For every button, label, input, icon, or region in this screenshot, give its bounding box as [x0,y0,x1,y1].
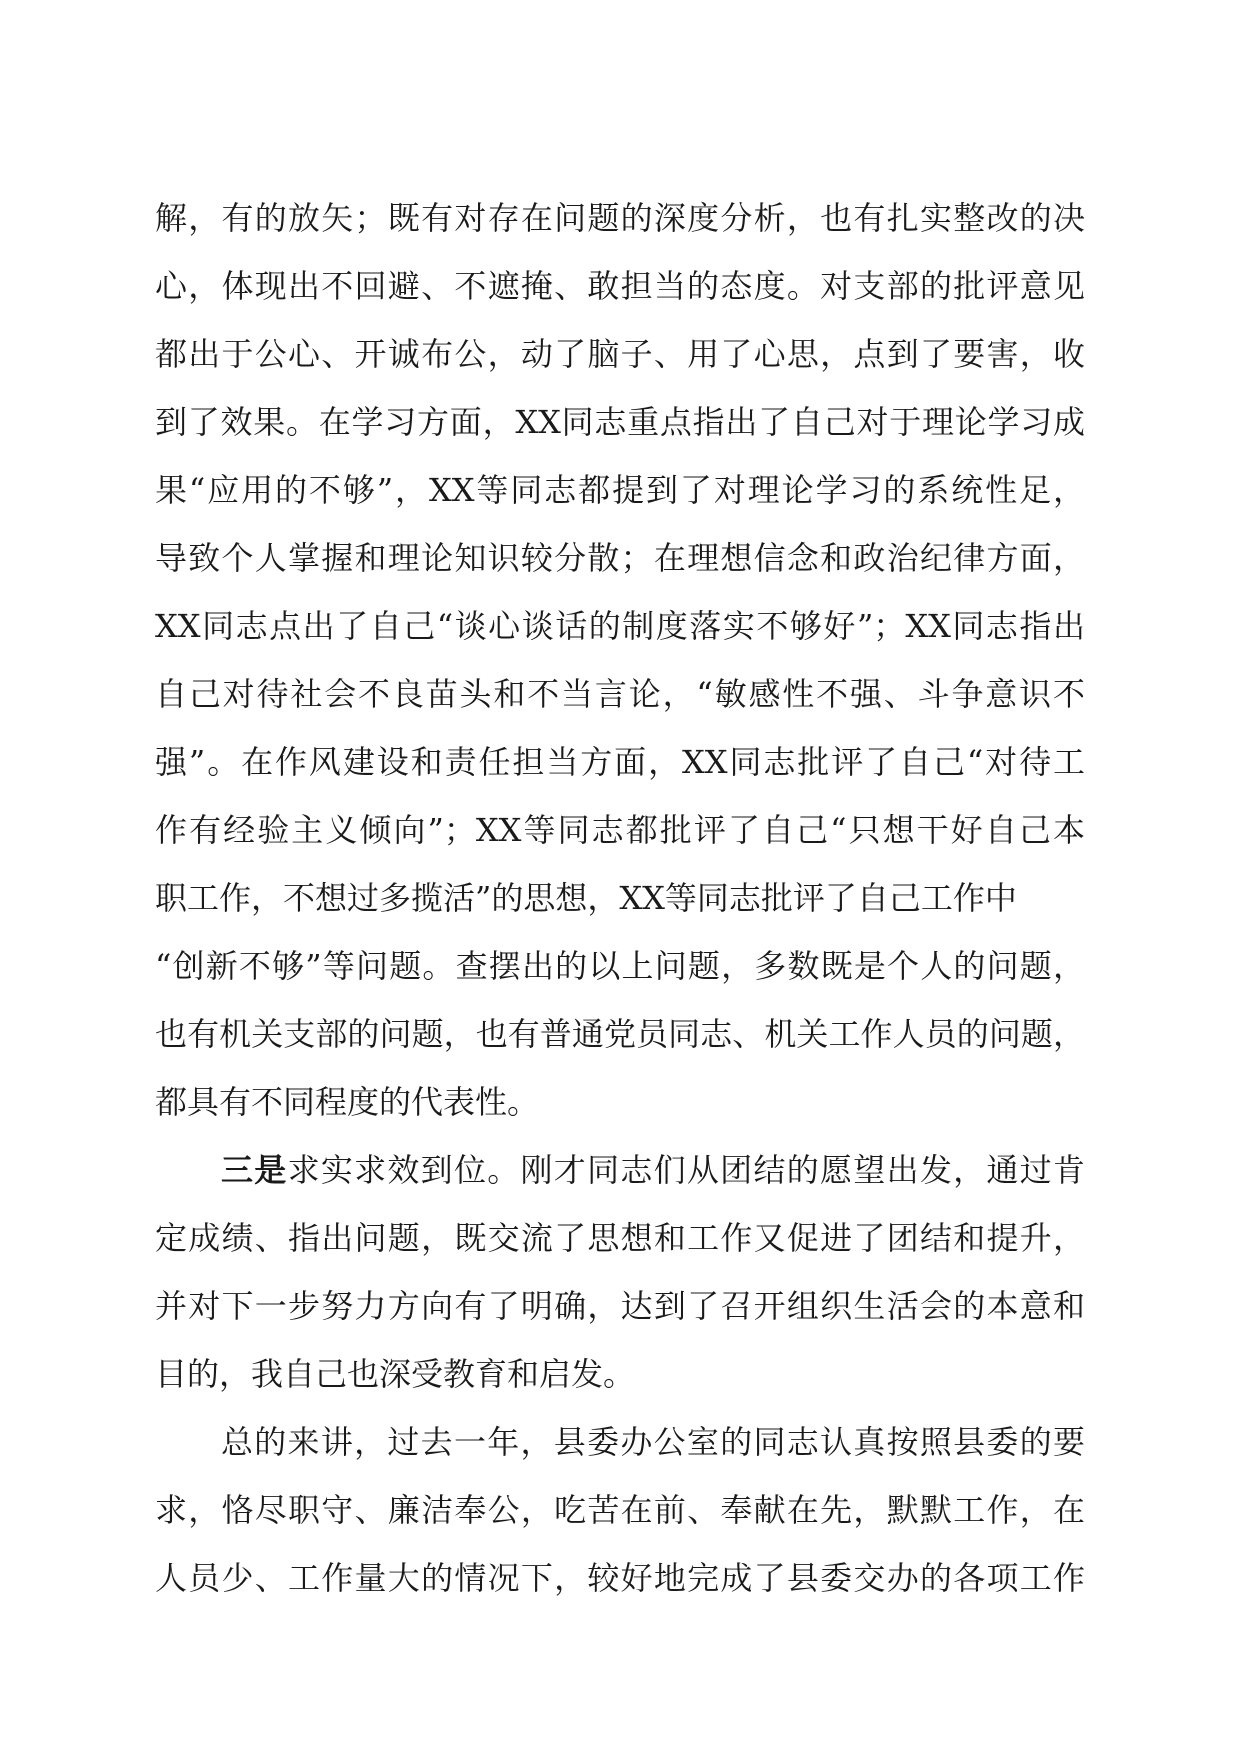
document-body [155,184,1085,1612]
point-lead-text: 求实求效到位。刚才同志们从团结的愿望出发，通过肯 [287,1151,1085,1189]
point-lead-label: 三是 [221,1151,288,1189]
text-line: “创新不够”等问题。查摆出的以上问题，多数既是个人的问题， [155,947,1085,985]
text-line: 导致个人掌握和理论知识较分散；在理想信念和政治纪律方面， [155,539,1085,577]
text-line: 也有机关支部的问题，也有普通党员同志、机关工作人员的问题， [155,1015,1085,1053]
text-line: 总的来讲，过去一年，县委办公室的同志认真按照县委的要 [221,1423,1085,1461]
text-line: 解，有的放矢；既有对存在问题的深度分析，也有扎实整改的决 [155,199,1085,237]
text-line: XX同志点出了自己“谈心谈话的制度落实不够好”；XX同志指出 [155,607,1085,645]
text-line: 求，恪尽职守、廉洁奉公，吃苦在前、奉献在先，默默工作，在 [155,1491,1085,1529]
text-line: 强”。在作风建设和责任担当方面，XX同志批评了自己“对待工 [155,743,1085,781]
text-line: 人员少、工作量大的情况下，较好地完成了县委交办的各项工作 [155,1559,1085,1597]
paragraph-overall-summary [155,1408,1085,1612]
text-line: 职工作，不想过多揽活”的思想，XX等同志批评了自己工作中 [155,879,1017,917]
text-line: 都具有不同程度的代表性。 [155,1083,540,1121]
text-line: 并对下一步努力方向有了明确，达到了召开组织生活会的本意和 [155,1287,1085,1325]
text-line: 作有经验主义倾向”；XX等同志都批评了自己“只想干好自己本 [155,811,1085,849]
text-line: 自己对待社会不良苗头和不当言论，“敏感性不强、斗争意识不 [155,675,1085,713]
text-line: 都出于公心、开诚布公，动了脑子、用了心思，点到了要害，收 [155,335,1085,373]
text-line: 目的，我自己也深受教育和启发。 [155,1355,636,1393]
text-line: 心，体现出不回避、不遮掩、敢担当的态度。对支部的批评意见 [155,267,1085,305]
text-line: 果“应用的不够”，XX等同志都提到了对理论学习的系统性足， [155,471,1085,509]
text-line [155,1136,1085,1204]
paragraph-criticism-summary [155,184,1085,1136]
text-line: 定成绩、指出问题，既交流了思想和工作又促进了团结和提升， [155,1219,1085,1257]
paragraph-point-three [155,1136,1085,1408]
text-line: 到了效果。在学习方面，XX同志重点指出了自己对于理论学习成 [155,403,1085,441]
